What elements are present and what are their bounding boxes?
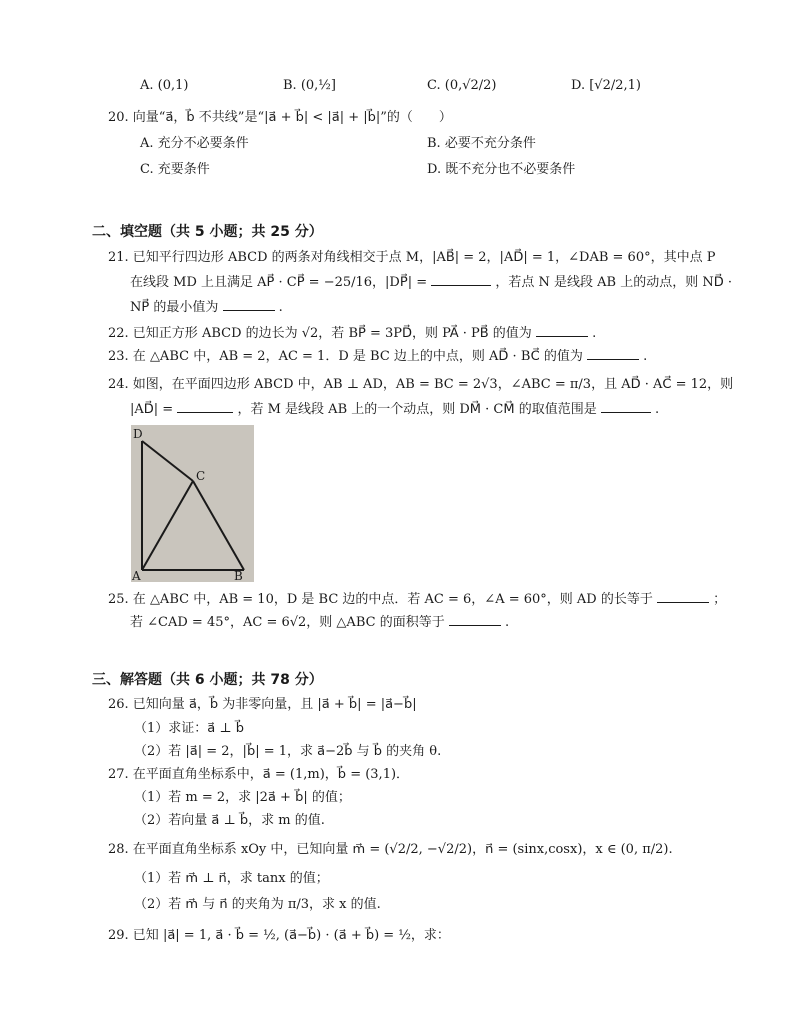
q21-answer-blank-2 bbox=[223, 298, 275, 311]
q26-part1: （1）求证：a⃗ ⊥ b⃗ bbox=[134, 721, 244, 736]
q25-line1 bbox=[108, 590, 726, 610]
label-d: D bbox=[133, 427, 143, 441]
label-c: C bbox=[196, 469, 206, 483]
q22-answer-blank bbox=[536, 324, 588, 337]
q28-stem: 28. 在平面直角坐标系 xOy 中，已知向量 m⃗ = (√2/2, −√2/2)，n⃗ = (sinx,cosx)，x ∈ (0, π/2). bbox=[108, 842, 673, 857]
q25-line1-end: ； bbox=[713, 592, 727, 607]
q24-line1: 24. 如图，在平面四边形 ABCD 中，AB ⊥ AD，AB = BC = 2√3，∠ABC = π/3，且 AD⃗ · AC⃗ = 12，则 bbox=[108, 377, 734, 392]
q28-part2: （2）若 m⃗ 与 n⃗ 的夹角为 π/3，求 x 的值. bbox=[134, 897, 381, 912]
q23-end: . bbox=[643, 349, 648, 364]
q27-part2: （2）若向量 a⃗ ⊥ b⃗，求 m 的值. bbox=[134, 813, 325, 828]
q23 bbox=[108, 347, 647, 367]
q26-stem: 26. 已知向量 a⃗，b⃗ 为非零向量，且 |a⃗ + b⃗| = |a⃗−b⃗| bbox=[108, 697, 417, 712]
q20-option-a: A. 充分不必要条件 bbox=[140, 136, 249, 151]
q24-line2-text-a: |AD⃗| = bbox=[130, 402, 174, 417]
q22 bbox=[108, 324, 596, 344]
q20-stem: 20. 向量“a⃗，b⃗ 不共线”是“|a⃗ + b⃗| < |a⃗| + |b⃗|”的（ ） bbox=[108, 110, 452, 125]
q24-line2-text-c: . bbox=[655, 402, 660, 417]
q25-answer-blank-1 bbox=[657, 590, 709, 603]
q25-answer-blank-2 bbox=[449, 613, 501, 626]
q24-line2-text-b: ，若 M 是线段 AB 上的一个动点，则 DM⃗ · CM⃗ 的取值范围是 bbox=[237, 402, 597, 417]
q24-answer-blank-1 bbox=[177, 400, 233, 413]
label-a: A bbox=[132, 569, 141, 582]
label-b: B bbox=[234, 569, 243, 582]
q25-line1-text: 25. 在 △ABC 中，AB = 10，D 是 BC 边的中点．若 AC = 6，∠A = 60°，则 AD 的长等于 bbox=[108, 592, 653, 607]
q29-stem: 29. 已知 |a⃗| = 1, a⃗ · b⃗ = ½, (a⃗−b⃗) · (a⃗ + b⃗) = ½，求： bbox=[108, 928, 450, 943]
q19-option-b: B. (0,½] bbox=[283, 78, 336, 93]
q21-line2-text-b: ，若点 N 是线段 AB 上的动点，则 ND⃗ · bbox=[495, 275, 733, 290]
q21-line3-text-b: . bbox=[278, 300, 283, 315]
q20-option-d: D. 既不充分也不必要条件 bbox=[427, 162, 576, 177]
q21-line1: 21. 已知平行四边形 ABCD 的两条对角线相交于点 M，|AB⃗| = 2，|AD⃗| = 1，∠DAB = 60°，其中点 P bbox=[108, 250, 716, 265]
quadrilateral-figure bbox=[131, 425, 254, 582]
q22-end: . bbox=[592, 326, 597, 341]
q27-part1: （1）若 m = 2，求 |2a⃗ + b⃗| 的值； bbox=[134, 790, 351, 805]
q26-part2: （2）若 |a⃗| = 2，|b⃗| = 1，求 a⃗−2b⃗ 与 b⃗ 的夹角 θ. bbox=[134, 744, 442, 759]
q27-stem: 27. 在平面直角坐标系中，a⃗ = (1,m)，b⃗ = (3,1)． bbox=[108, 767, 410, 782]
q20-option-b: B. 必要不充分条件 bbox=[427, 136, 536, 151]
q21-line2 bbox=[130, 273, 732, 293]
q22-text: 22. 已知正方形 ABCD 的边长为 √2，若 BP⃗ = 3PD⃗，则 PA⃗ · PB⃗ 的值为 bbox=[108, 326, 532, 341]
q25-line2-text: 若 ∠CAD = 45°，AC = 6√2，则 △ABC 的面积等于 bbox=[130, 615, 445, 630]
q23-answer-blank bbox=[587, 347, 639, 360]
q28-part1: （1）若 m⃗ ⊥ n⃗，求 tanx 的值； bbox=[134, 871, 329, 886]
q21-line2-text-a: 在线段 MD 上且满足 AP⃗ · CP⃗ = −25/16，|DP⃗| = bbox=[130, 275, 428, 290]
q20-option-c: C. 充要条件 bbox=[140, 162, 210, 177]
q24-answer-blank-2 bbox=[601, 400, 651, 413]
q21-line3 bbox=[130, 298, 283, 318]
section2-heading: 二、填空题（共 5 小题；共 25 分） bbox=[92, 224, 323, 240]
q19-option-a: A. (0,1) bbox=[140, 78, 189, 93]
section3-heading: 三、解答题（共 6 小题；共 78 分） bbox=[92, 672, 323, 688]
q25-line2-end: . bbox=[504, 615, 510, 630]
q24-line2 bbox=[130, 400, 659, 420]
q25-line2 bbox=[130, 613, 509, 633]
q19-option-d: D. [√2/2,1) bbox=[571, 78, 641, 93]
q23-text: 23. 在 △ABC 中，AB = 2，AC = 1．D 是 BC 边上的中点，则 AD⃗ · BC⃗ 的值为 bbox=[108, 349, 583, 364]
q19-option-c: C. (0,√2/2) bbox=[427, 78, 497, 93]
q21-line3-text-a: NP⃗ 的最小值为 bbox=[130, 300, 219, 315]
q21-answer-blank-1 bbox=[431, 273, 491, 286]
